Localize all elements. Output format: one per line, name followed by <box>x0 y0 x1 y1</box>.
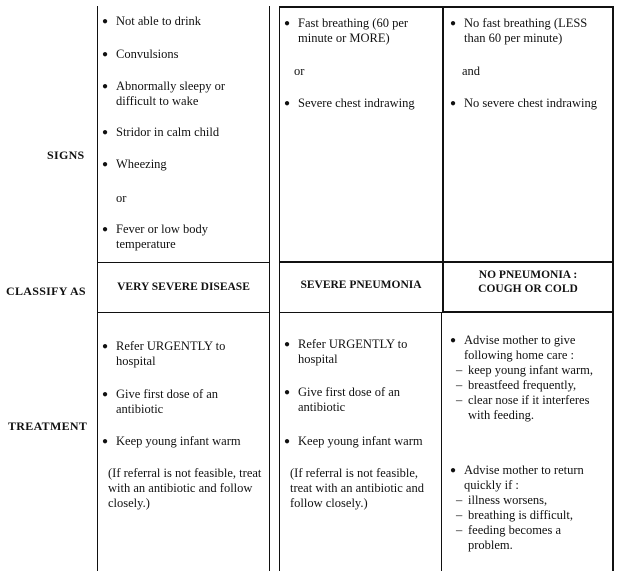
and-connector: and <box>462 64 481 78</box>
bullet-icon: ● <box>450 18 457 29</box>
bullet-icon: ● <box>284 387 291 398</box>
sign-item: ● Abnormally sleepy or difficult to wake <box>102 79 226 108</box>
treatment-item: ● Keep young infant warm <box>284 434 423 448</box>
classification-no-pneumonia: NO PNEUMONIA : COUGH OR COLD <box>442 263 614 313</box>
bullet-icon: ● <box>284 98 291 109</box>
classification-severe-pneumonia: SEVERE PNEUMONIA <box>279 263 442 313</box>
or-connector: or <box>294 64 305 78</box>
treatment-item: ● Advise mother to give following home care : – keep young infant warm, – breastfeed frequently, – clear nose if it interferes with feeding. <box>450 333 608 423</box>
treatment-item: ● Advise mother to return quickly if : – illness worsens, – breathing is difficult, – feeding becomes a problem. <box>450 463 608 553</box>
sign-item: ● Wheezing <box>102 157 167 171</box>
home-care-item: – keep young infant warm, <box>456 363 593 377</box>
classify-label: CLASSIFY AS <box>6 284 86 298</box>
return-if-item: – breathing is difficult, <box>456 508 573 522</box>
bullet-icon: ● <box>102 16 109 27</box>
bullet-icon: ● <box>102 436 109 447</box>
treatment-item: ● Refer URGENTLY to hospital <box>102 339 226 368</box>
treatment-item: ● Give first dose of an antibiotic <box>102 387 219 416</box>
signs-cell-very-severe <box>97 6 270 263</box>
sign-item: ● No severe chest indrawing <box>450 96 597 110</box>
bullet-icon: ● <box>102 81 109 92</box>
signs-label: SIGNS <box>47 148 85 162</box>
bullet-icon: ● <box>102 224 109 235</box>
treatment-item: ● Keep young infant warm <box>102 434 241 448</box>
sign-item: ● Fast breathing (60 per minute or MORE) <box>284 16 409 45</box>
bullet-icon: ● <box>102 49 109 60</box>
or-connector: or <box>116 191 127 205</box>
referral-note: (If referral is not feasible, treat with an antibiotic and follow closely.) <box>290 466 424 510</box>
treatment-item: ● Refer URGENTLY to hospital <box>284 337 408 366</box>
treatment-label: TREATMENT <box>8 419 88 433</box>
bullet-icon: ● <box>102 127 109 138</box>
treatment-item: ● Give first dose of an antibiotic <box>284 385 401 414</box>
classification-very-severe-disease: VERY SEVERE DISEASE <box>97 263 270 313</box>
return-if-item: – illness worsens, <box>456 493 548 507</box>
sign-item: ● No fast breathing (LESS than 60 per minute) <box>450 16 588 45</box>
bullet-icon: ● <box>450 465 457 476</box>
bullet-icon: ● <box>102 341 109 352</box>
sign-item: ● Fever or low body temperature <box>102 222 208 251</box>
sign-item: ● Not able to drink <box>102 14 202 28</box>
referral-note: (If referral is not feasible, treat with an antibiotic and follow closely.) <box>108 466 262 510</box>
bullet-icon: ● <box>284 436 291 447</box>
treatment-cell-severe-pneumonia <box>279 313 442 571</box>
home-care-item: – breastfeed frequently, <box>456 378 577 392</box>
bullet-icon: ● <box>450 335 457 346</box>
bullet-icon: ● <box>102 159 109 170</box>
column-divider <box>442 8 444 261</box>
treatment-cell-very-severe <box>97 313 270 571</box>
return-if-item: – feeding becomes a problem. <box>456 523 562 552</box>
sign-item: ● Convulsions <box>102 47 179 61</box>
signs-cells-pneumonia <box>279 6 614 263</box>
bullet-icon: ● <box>102 389 109 400</box>
sign-item: ● Stridor in calm child <box>102 125 220 139</box>
home-care-item: – clear nose if it interferes with feeding. <box>456 393 590 422</box>
bullet-icon: ● <box>284 339 291 350</box>
bullet-icon: ● <box>284 18 291 29</box>
treatment-cell-no-pneumonia <box>442 313 614 571</box>
sign-item: ● Severe chest indrawing <box>284 96 415 110</box>
bullet-icon: ● <box>450 98 457 109</box>
